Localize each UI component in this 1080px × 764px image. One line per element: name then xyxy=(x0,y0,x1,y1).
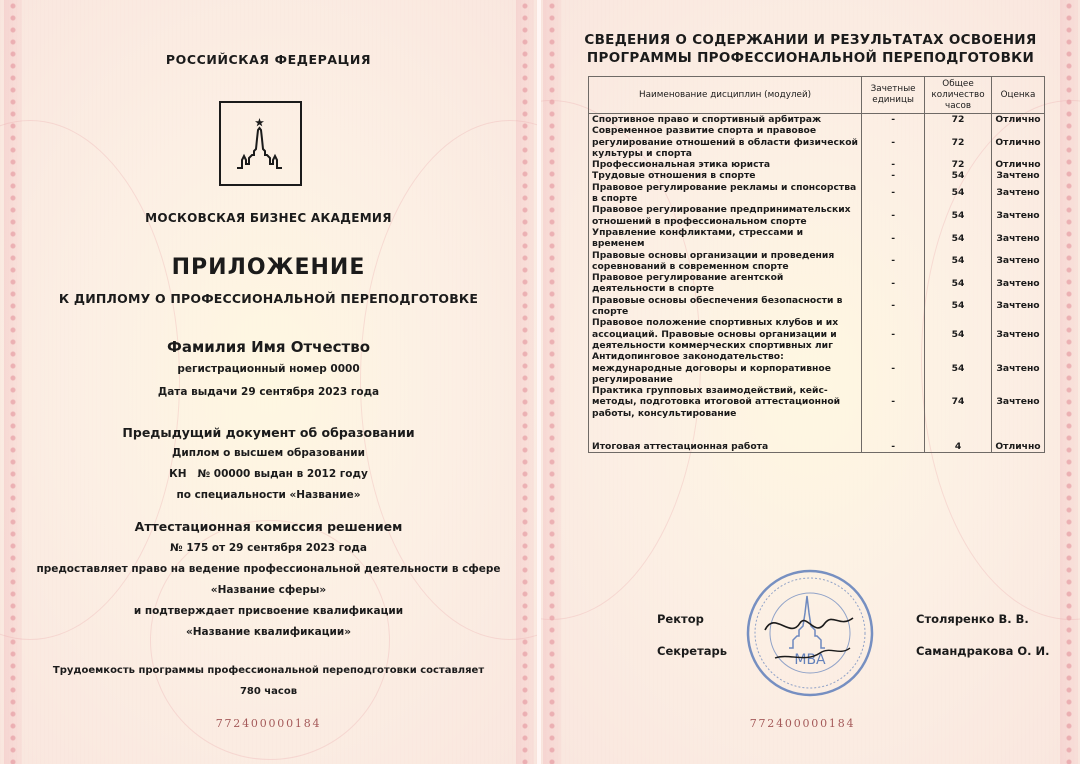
discipline-hours: 54 xyxy=(925,317,992,351)
disciplines-table xyxy=(588,76,1045,453)
discipline-grade: Зачтено xyxy=(991,385,1044,419)
discipline-credits: - xyxy=(862,125,925,159)
discipline-hours: 72 xyxy=(925,159,992,170)
rector-name: Столяренко В. В. xyxy=(916,612,1029,626)
document-title: ПРИЛОЖЕНИЕ xyxy=(171,255,366,280)
diploma-right-page xyxy=(541,0,1080,764)
header-grade: Оценка xyxy=(991,77,1044,114)
discipline-credits: - xyxy=(862,182,925,205)
discipline-grade: Зачтено xyxy=(991,295,1044,318)
secretary-name: Самандракова О. И. xyxy=(916,644,1050,658)
registration-number: регистрационный номер 0000 xyxy=(177,363,360,375)
discipline-credits: - xyxy=(862,204,925,227)
discipline-credits: - xyxy=(862,227,925,250)
document-subtitle: К ДИПЛОМУ О ПРОФЕССИОНАЛЬНОЙ ПЕРЕПОДГОТОВКЕ xyxy=(58,291,479,306)
previous-document-type: Диплом о высшем образовании xyxy=(171,447,365,459)
discipline-grade: Зачтено xyxy=(991,272,1044,295)
table-row xyxy=(589,170,1045,181)
discipline-credits: - xyxy=(862,295,925,318)
discipline-name: Современное развитие спорта и правовое регулирование отношений в области физической культуры и спорта xyxy=(589,125,862,159)
kremlin-tower-logo-icon xyxy=(219,101,302,186)
discipline-grade: Зачтено xyxy=(991,317,1044,351)
previous-document-specialty: по специальности «Название» xyxy=(176,489,361,501)
previous-document-heading: Предыдущий документ об образовании xyxy=(122,425,415,440)
commission-heading: Аттестационная комиссия решением xyxy=(134,519,403,534)
table-row xyxy=(589,272,1045,295)
discipline-credits: - xyxy=(862,272,925,295)
secretary-label: Секретарь xyxy=(657,644,728,658)
discipline-credits: - xyxy=(862,159,925,170)
discipline-hours: 54 xyxy=(925,272,992,295)
discipline-grade: Отлично xyxy=(991,159,1044,170)
commission-decision: № 175 от 29 сентября 2023 года xyxy=(170,542,367,554)
discipline-credits: - xyxy=(862,170,925,181)
discipline-hours: 54 xyxy=(925,170,992,181)
qualification-name: «Название квалификации» xyxy=(185,626,352,638)
discipline-grade: Зачтено xyxy=(991,204,1044,227)
discipline-name: Спортивное право и спортивный арбитраж xyxy=(589,114,862,126)
serial-number: 772400000184 xyxy=(215,717,322,730)
table-row-spacer xyxy=(589,419,1045,441)
table-row xyxy=(589,351,1045,385)
discipline-credits: - xyxy=(862,351,925,385)
discipline-credits: - xyxy=(862,317,925,351)
discipline-grade: Зачтено xyxy=(991,351,1044,385)
rector-label: Ректор xyxy=(657,612,704,626)
guilloche-wave xyxy=(360,120,537,640)
discipline-hours: 74 xyxy=(925,385,992,419)
discipline-hours: 54 xyxy=(925,227,992,250)
discipline-grade: Отлично xyxy=(991,441,1044,453)
discipline-credits: - xyxy=(862,385,925,419)
discipline-name: Правовое регулирование предпринимательских отношений в профессиональном спорте xyxy=(589,204,862,227)
discipline-hours: 54 xyxy=(925,182,992,205)
discipline-name: Трудовые отношения в спорте xyxy=(589,170,862,181)
discipline-credits: - xyxy=(862,441,925,453)
table-header-row xyxy=(589,77,1045,114)
serial-number: 772400000184 xyxy=(749,717,856,730)
discipline-hours: 72 xyxy=(925,125,992,159)
discipline-name: Правовое регулирование рекламы и спонсорства в спорте xyxy=(589,182,862,205)
discipline-hours: 4 xyxy=(925,441,992,453)
academy-name: МОСКОВСКАЯ БИЗНЕС АКАДЕМИЯ xyxy=(145,211,392,225)
discipline-name: Профессиональная этика юриста xyxy=(589,159,862,170)
discipline-name: Управление конфликтами, стрессами и временем xyxy=(589,227,862,250)
country-title: РОССИЙСКАЯ ФЕДЕРАЦИЯ xyxy=(165,52,372,67)
content-heading xyxy=(541,31,1080,67)
discipline-grade: Отлично xyxy=(991,114,1044,126)
discipline-name: Правовые основы организации и проведения соревнований в современном спорте xyxy=(589,250,862,273)
header-credits: Зачетные единицы xyxy=(862,77,925,114)
discipline-name: Практика групповых взаимодействий, кейс-методы, подготовка итоговой аттестационной работы, консультирование xyxy=(589,385,862,419)
discipline-name: Правовое регулирование агентской деятельности в спорте xyxy=(589,272,862,295)
guilloche-wave xyxy=(0,120,180,640)
table-row xyxy=(589,295,1045,318)
discipline-grade: Зачтено xyxy=(991,182,1044,205)
previous-document-number: КН № 00000 выдан в 2012 году xyxy=(169,468,368,480)
workload-hours: 780 часов xyxy=(239,686,298,697)
workload-text: Трудоемкость программы профессиональной переподготовки составляет xyxy=(52,665,485,676)
table-row xyxy=(589,204,1045,227)
table-row xyxy=(589,227,1045,250)
table-row xyxy=(589,114,1045,126)
holder-full-name: Фамилия Имя Отчество xyxy=(166,338,371,356)
header-hours: Общее количество часов xyxy=(925,77,992,114)
discipline-hours: 54 xyxy=(925,204,992,227)
discipline-name: Антидопинговое законодательство: международные договоры и корпоративное регулирование xyxy=(589,351,862,385)
discipline-hours: 72 xyxy=(925,114,992,126)
diploma-left-page xyxy=(0,0,537,764)
table-row xyxy=(589,159,1045,170)
content-heading-line1: СВЕДЕНИЯ О СОДЕРЖАНИИ И РЕЗУЛЬТАТАХ ОСВОЕНИЯ xyxy=(584,32,1037,48)
discipline-grade: Зачтено xyxy=(991,250,1044,273)
discipline-name: Итоговая аттестационная работа xyxy=(589,441,862,453)
issue-date: Дата выдачи 29 сентября 2023 года xyxy=(157,386,380,398)
discipline-hours: 54 xyxy=(925,295,992,318)
discipline-hours: 54 xyxy=(925,250,992,273)
table-row xyxy=(589,250,1045,273)
table-row xyxy=(589,385,1045,419)
discipline-grade: Зачтено xyxy=(991,227,1044,250)
discipline-credits: - xyxy=(862,250,925,273)
svg-text:MBA: MBA xyxy=(794,652,826,668)
qualification-text: и подтверждает присвоение квалификации xyxy=(133,605,404,617)
table-row xyxy=(589,182,1045,205)
table-row xyxy=(589,125,1045,159)
table-row xyxy=(589,441,1045,453)
discipline-grade: Отлично xyxy=(991,125,1044,159)
header-discipline-name: Наименование дисциплин (модулей) xyxy=(589,77,862,114)
discipline-hours: 54 xyxy=(925,351,992,385)
table-row xyxy=(589,317,1045,351)
discipline-name: Правовое положение спортивных клубов и их ассоциаций. Правовые основы организации и деятельности коммерческих спортивных лиг xyxy=(589,317,862,351)
discipline-grade: Зачтено xyxy=(991,170,1044,181)
professional-right-text: предоставляет право на ведение профессиональной деятельности в сфере xyxy=(36,563,501,575)
content-heading-line2: ПРОГРАММЫ ПРОФЕССИОНАЛЬНОЙ ПЕРЕПОДГОТОВКИ xyxy=(586,50,1035,66)
discipline-credits: - xyxy=(862,114,925,126)
official-seal-stamp-icon xyxy=(745,568,875,698)
discipline-name: Правовые основы обеспечения безопасности в спорте xyxy=(589,295,862,318)
activity-sphere: «Название сферы» xyxy=(210,584,327,596)
